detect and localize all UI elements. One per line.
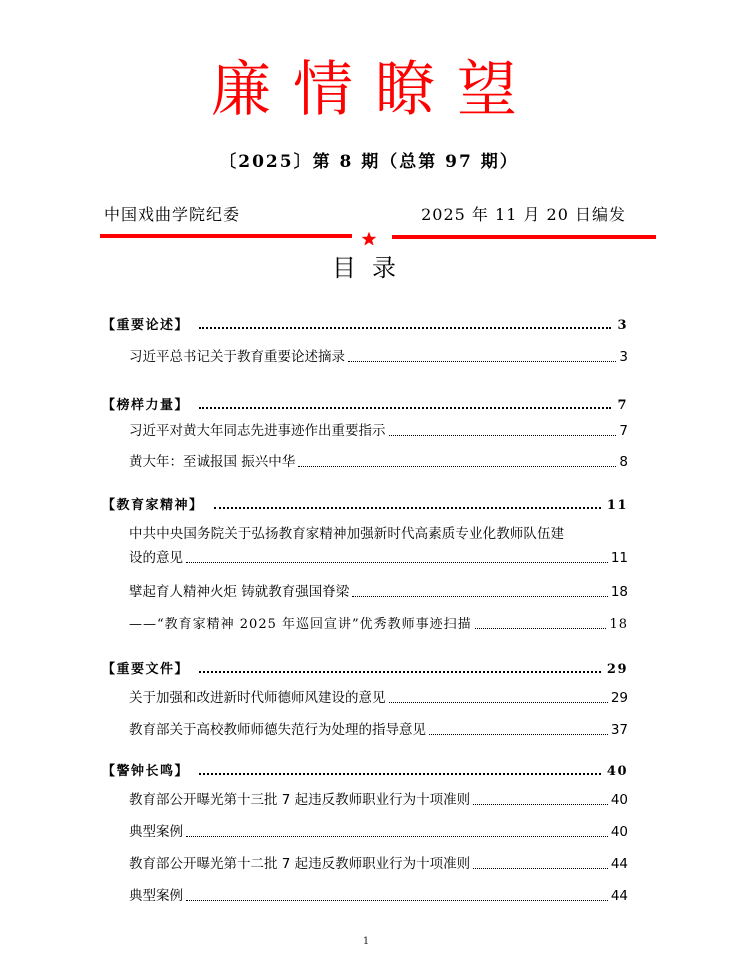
- entry-title: 黄大年：至诚报国 振兴中华: [129, 454, 296, 470]
- issuer-name: 中国戏曲学院纪委: [104, 205, 241, 224]
- entry-page: 18: [609, 617, 628, 632]
- entry-page: 11: [610, 550, 628, 566]
- entry-title: 典型案例: [129, 888, 183, 904]
- toc-entry-subtitle[interactable]: [102, 613, 628, 632]
- dot-leader: [429, 734, 608, 735]
- toc-section-heading[interactable]: [102, 494, 628, 513]
- section-page: 29: [606, 662, 628, 677]
- red-divider-right: [392, 235, 656, 239]
- toc-section-heading[interactable]: [102, 658, 628, 677]
- toc-entry[interactable]: [102, 884, 628, 904]
- toc-entry[interactable]: [102, 852, 628, 872]
- entry-page: 8: [619, 454, 628, 470]
- toc-entry[interactable]: [102, 686, 628, 706]
- toc-entry[interactable]: [102, 345, 628, 365]
- section-label: 【重要论述】: [102, 318, 190, 333]
- dot-leader: [298, 466, 616, 467]
- toc-entry[interactable]: [102, 546, 628, 566]
- entry-title: 教育部公开曝光第十二批 7 起违反教师职业行为十项准则: [129, 856, 471, 872]
- entry-title: 擘起育人精神火炬 铸就教育强国脊梁: [129, 584, 350, 600]
- dot-leader: [186, 900, 608, 901]
- entry-title: 习近平对黄大年同志先进事迹作出重要指示: [129, 423, 386, 439]
- entry-title: 习近平总书记关于教育重要论述摘录: [129, 349, 345, 365]
- dot-leader: [214, 507, 601, 509]
- entry-title: 设的意见: [129, 550, 183, 566]
- entry-title: 教育部公开曝光第十三批 7 起违反教师职业行为十项准则: [129, 792, 471, 808]
- dot-leader: [186, 562, 608, 563]
- issue-number: 〔2025〕第 8 期（总第 97 期）: [219, 152, 519, 172]
- entry-page: 40: [610, 824, 628, 840]
- entry-page: 18: [610, 584, 628, 600]
- entry-page: 44: [610, 888, 628, 904]
- entry-page: 40: [610, 792, 628, 808]
- toc-section-heading[interactable]: [102, 314, 628, 333]
- dot-leader: [199, 773, 601, 775]
- dot-leader: [352, 596, 608, 597]
- entry-page: 44: [610, 856, 628, 872]
- section-page: 3: [617, 318, 628, 333]
- entry-title: 关于加强和改进新时代师德师风建设的意见: [129, 690, 386, 706]
- dot-leader: [389, 435, 617, 436]
- dot-leader: [389, 702, 608, 703]
- section-label: 【警钟长鸣】: [102, 764, 190, 779]
- toc-entry[interactable]: [102, 820, 628, 840]
- dot-leader: [348, 361, 616, 362]
- section-label: 【榜样力量】: [102, 398, 190, 413]
- entry-page: 3: [619, 349, 628, 365]
- section-page: 7: [617, 398, 628, 413]
- toc-title: 目录: [332, 254, 412, 282]
- red-divider-left: [100, 234, 352, 238]
- entry-title-line1[interactable]: 中共中央国务院关于弘扬教育家精神加强新时代高素质专业化教师队伍建: [129, 526, 565, 542]
- section-page: 11: [606, 498, 628, 513]
- toc-entry[interactable]: [102, 718, 628, 738]
- section-label: 【重要文件】: [102, 662, 190, 677]
- section-label: 【教育家精神】: [102, 498, 204, 513]
- entry-title: 典型案例: [129, 824, 183, 840]
- entry-page: 7: [619, 423, 628, 439]
- dot-leader: [186, 836, 608, 837]
- page-number: 1: [362, 936, 370, 947]
- dot-leader: [475, 628, 607, 629]
- dot-leader: [199, 327, 611, 329]
- entry-title: 教育部关于高校教师师德失范行为处理的指导意见: [129, 722, 426, 738]
- dot-leader: [199, 407, 611, 409]
- dot-leader: [473, 804, 608, 805]
- entry-page: 37: [610, 722, 628, 738]
- toc-entry[interactable]: [102, 450, 628, 470]
- toc-entry[interactable]: [102, 419, 628, 439]
- toc-entry[interactable]: [102, 580, 628, 600]
- section-page: 40: [606, 764, 628, 779]
- toc-section-heading[interactable]: [102, 394, 628, 413]
- publication-title: 廉情瞭望: [211, 55, 539, 125]
- toc-entry[interactable]: [102, 788, 628, 808]
- dot-leader: [199, 671, 601, 673]
- toc-section-heading[interactable]: [102, 760, 628, 779]
- entry-page: 29: [610, 690, 628, 706]
- entry-title: ——“教育家精神 2025 年巡回宣讲”优秀教师事迹扫描: [129, 617, 472, 632]
- dot-leader: [473, 868, 608, 869]
- issue-date: 2025 年 11 月 20 日编发: [421, 205, 626, 224]
- star-icon: [361, 231, 377, 247]
